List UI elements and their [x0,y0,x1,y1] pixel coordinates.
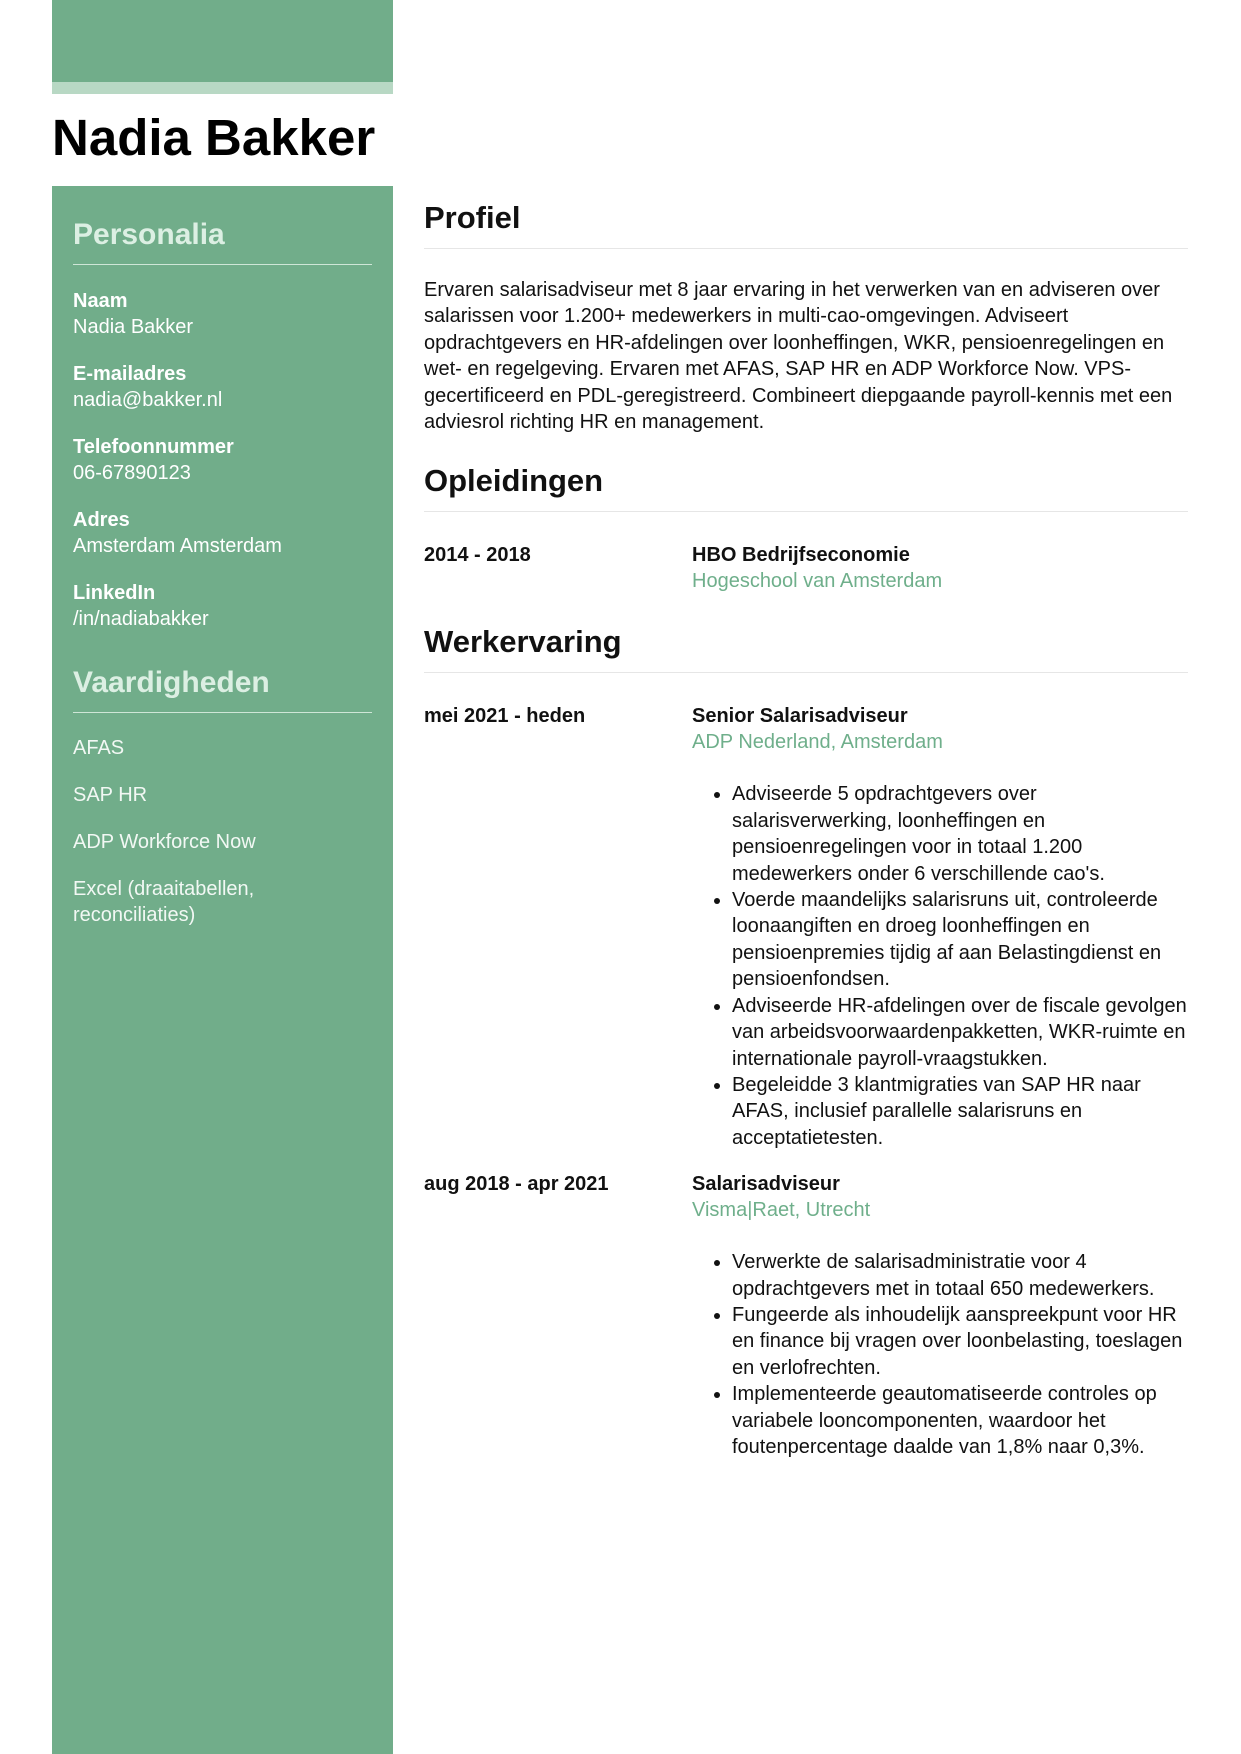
entry-date: aug 2018 - apr 2021 [424,1173,609,1196]
work-heading: Werkervaring [424,624,1188,673]
achievement-item: • Verwerkte de salarisadministratie voor 4 opdrachtgevers met in totaal 650 medewerkers. [732,1249,1188,1302]
personal-label: Naam [73,290,128,312]
education-heading: Opleidingen [424,463,1188,512]
personal-item-address [73,507,372,559]
entry-date: 2014 - 2018 [424,544,531,567]
personal-value: Amsterdam Amsterdam [73,535,282,557]
entry-title: Salarisadviseur [692,1173,840,1196]
entry-organization: Visma|Raet, Utrecht [692,1199,871,1222]
profile-heading: Profiel [424,200,1188,249]
achievement-list [692,781,1188,1151]
entry-title: HBO Bedrijfseconomie [692,544,910,567]
achievement-item: • Voerde maandelijks salarisruns uit, controleerde loonaangiften en droeg loonheffingen en pensioenpremies tijdig af aan Belastingdienst en pensioenfondsen. [732,887,1188,993]
skills-heading: Vaardigheden [73,666,372,713]
profile-text: Ervaren salarisadviseur met 8 jaar ervaring in het verwerken van en adviseren over salarissen voor 1.200+ medewerkers in multi-cao-omgevingen. Adviseert opdrachtgevers en HR-afdelingen over loonheffingen, WKR, pensioenregelingen en wet- en regelgeving. Ervaren met AFAS, SAP HR en ADP Workforce Now. VPS-gecertificeerd en PDL-geregistreerd. Combineert diepgaande payroll-kennis met een adviesrol richting HR en management. [424,279,1173,434]
work-section [424,624,1188,1460]
personal-label: E-mailadres [73,363,187,385]
header-color-block [52,0,393,82]
skill-item: ADP Workforce Now [73,831,256,853]
personal-item-name [73,288,372,340]
personal-label: Adres [73,509,130,531]
achievement-item: • Fungeerde als inhoudelijk aanspreekpunt voor HR en finance bij vragen over loonbelasting, toeslagen en verlofrechten. [732,1302,1188,1381]
achievement-list [692,1249,1188,1460]
personal-item-phone [73,434,372,486]
work-entry [424,703,1188,1151]
achievement-item: • Adviseerde HR-afdelingen over de fiscale gevolgen van arbeidsvoorwaardenpakketten, WKR-ruimte en internationale payroll-vraagstukken. [732,993,1188,1072]
personal-info-list [73,288,372,632]
skill-item: AFAS [73,737,125,759]
personal-item-linkedin [73,580,372,632]
header-accent-stripe [52,82,393,94]
main-content [424,200,1188,1480]
personal-value: 06-67890123 [73,462,191,484]
education-entry [424,542,1188,594]
entry-date: mei 2021 - heden [424,705,586,728]
personal-value: /in/nadiabakker [73,608,209,630]
profile-section [424,200,1188,435]
skills-list [73,735,372,928]
skill-item: Excel (draaitabellen, reconciliaties) [73,878,255,926]
personal-label: Telefoonnummer [73,436,234,458]
sidebar [52,186,393,1754]
achievement-item: • Implementeerde geautomatiseerde controles op variabele looncomponenten, waardoor het foutenpercentage daalde van 1,8% naar 0,3%. [732,1381,1188,1460]
achievement-item: • Begeleidde 3 klantmigraties van SAP HR naar AFAS, inclusief parallelle salarisruns en acceptatietesten. [732,1072,1188,1151]
personal-value: Nadia Bakker [73,316,194,338]
personal-value: nadia@bakker.nl [73,389,223,411]
personal-heading: Personalia [73,218,372,265]
skill-item: SAP HR [73,784,148,806]
work-entry [424,1171,1188,1460]
page-title: Nadia Bakker [52,109,376,166]
education-section [424,463,1188,594]
personal-item-email [73,361,372,413]
personal-label: LinkedIn [73,582,156,604]
entry-title: Senior Salarisadviseur [692,705,908,728]
achievement-item: • Adviseerde 5 opdrachtgevers over salarisverwerking, loonheffingen en pensioenregelingen voor in totaal 1.200 medewerkers onder 6 verschillende cao's. [732,781,1188,887]
entry-organization: Hogeschool van Amsterdam [692,570,943,593]
entry-organization: ADP Nederland, Amsterdam [692,731,943,754]
